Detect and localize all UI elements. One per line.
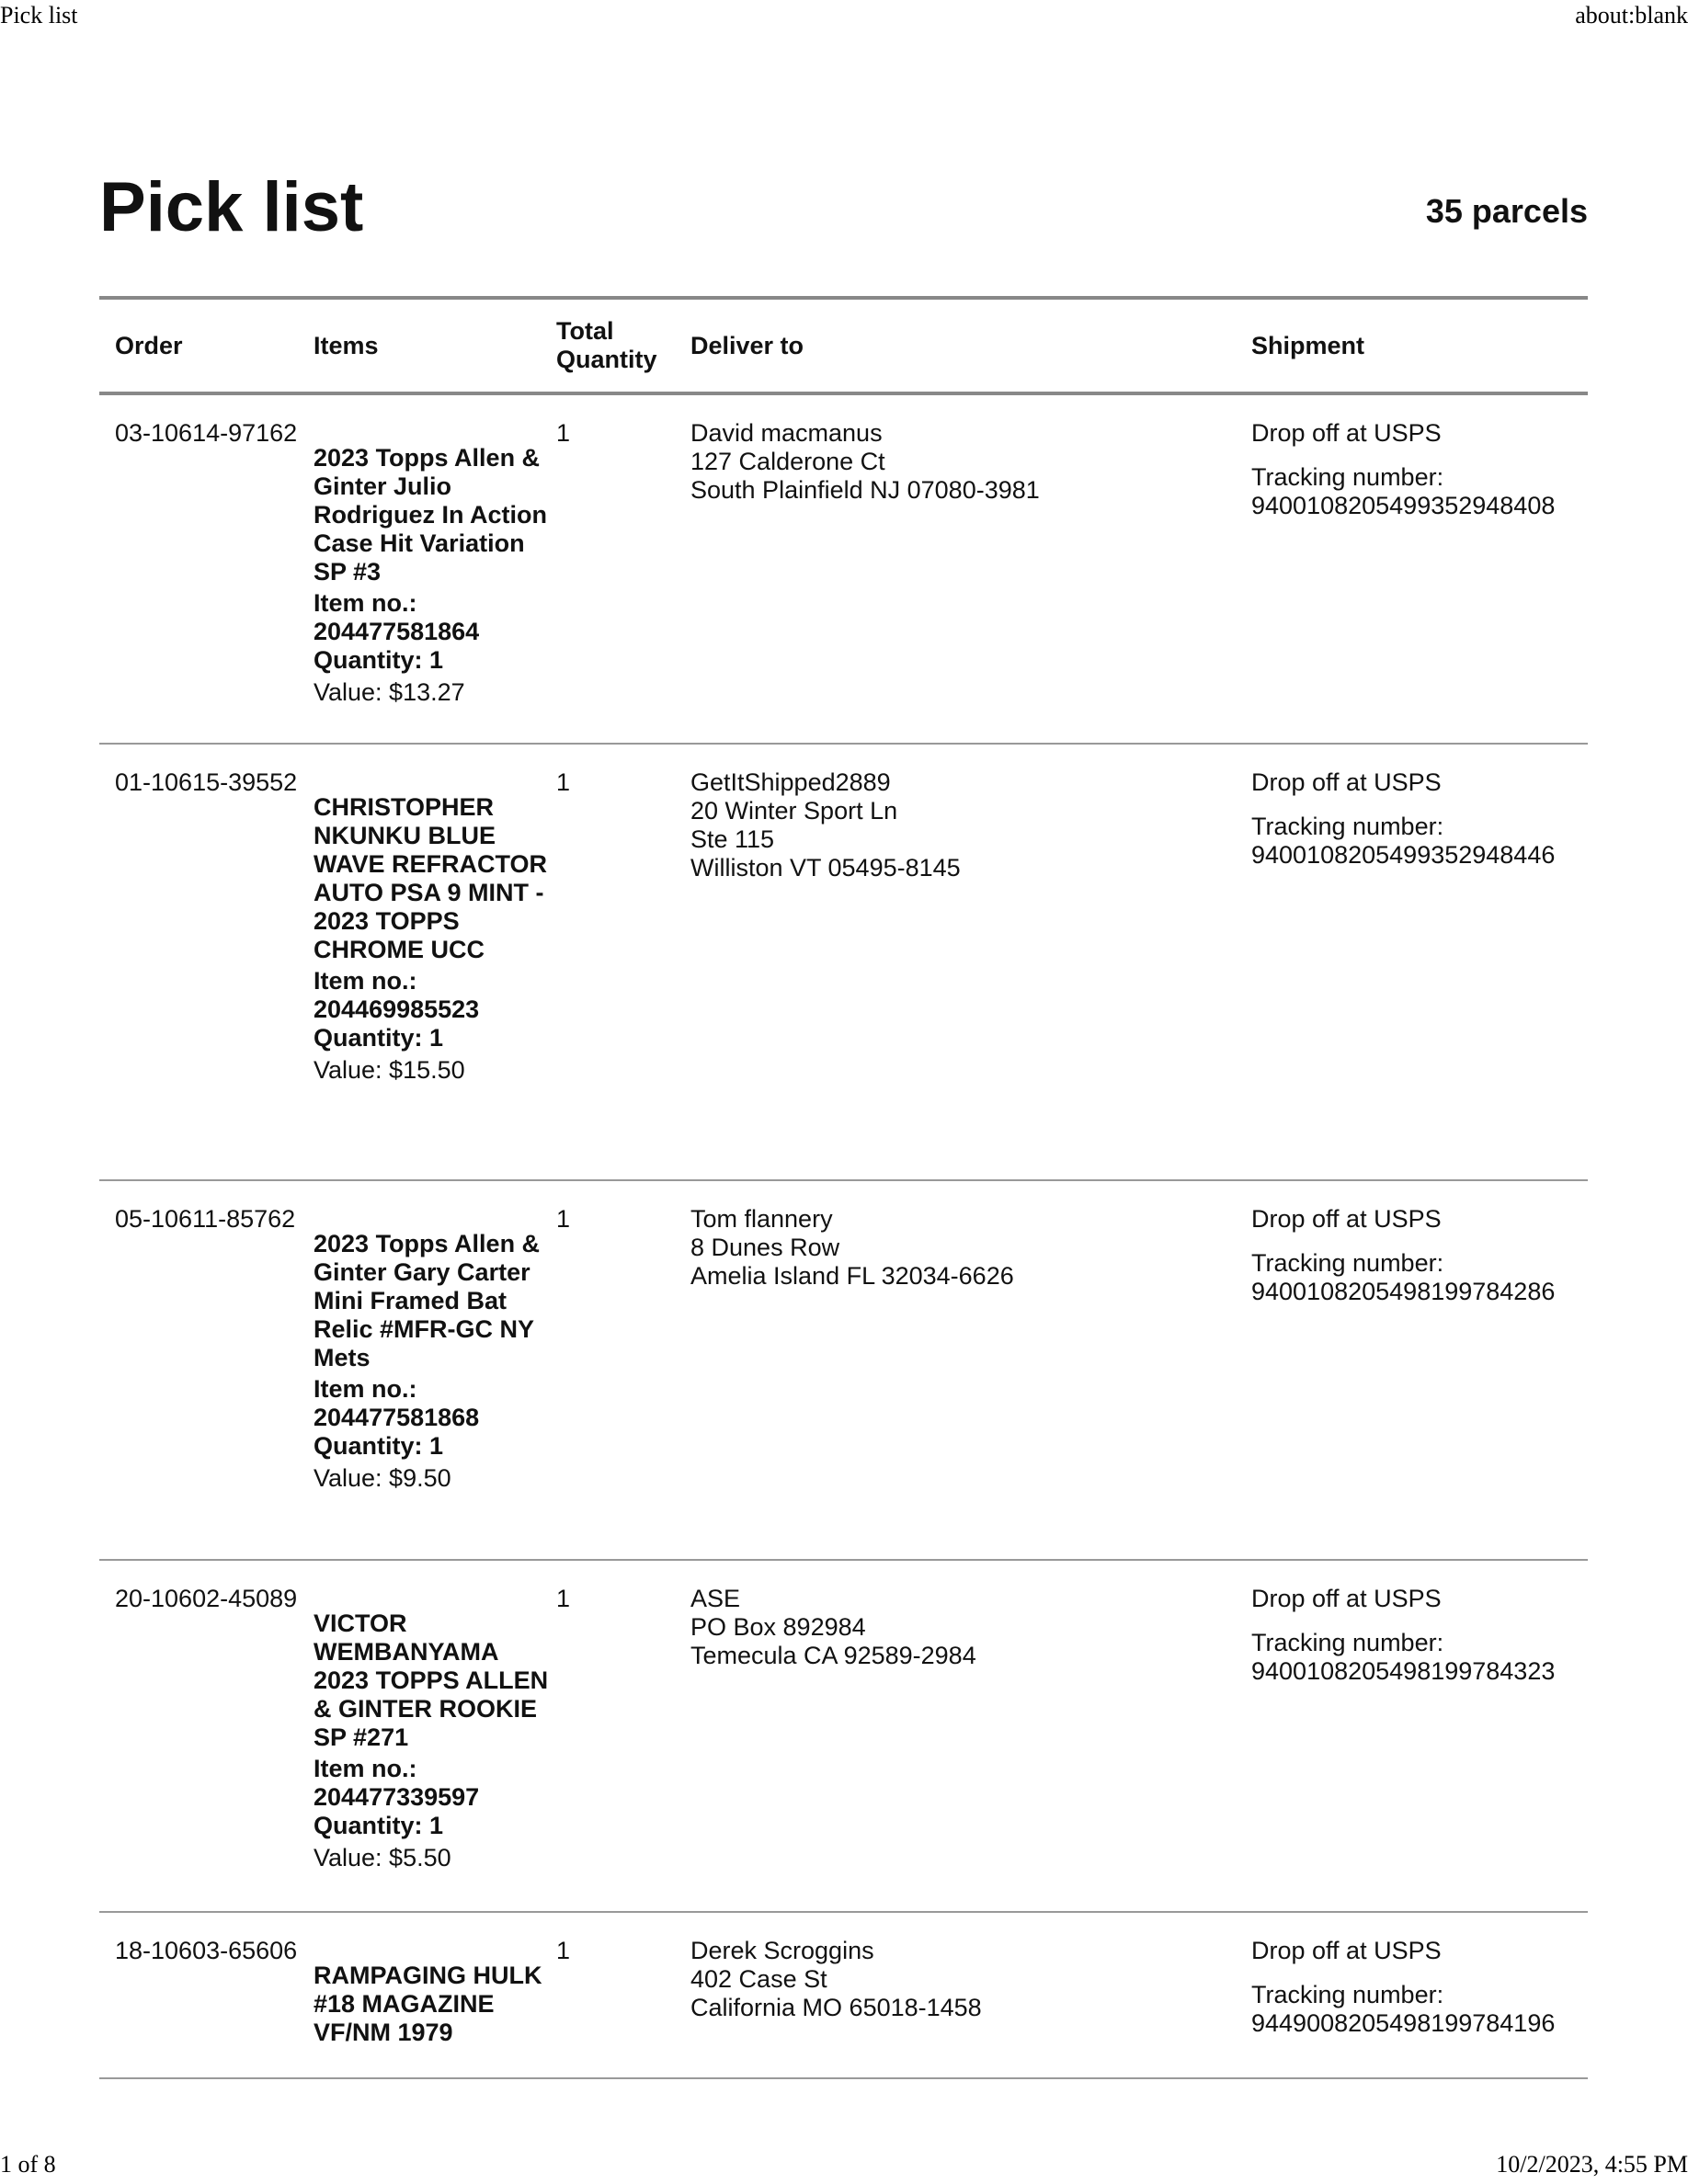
shipment: [1251, 1585, 1588, 1686]
shipment: [1251, 1205, 1588, 1306]
tracking-number: 9400108205498199784323: [1251, 1657, 1556, 1685]
column-header-shipment: Shipment: [1251, 331, 1365, 359]
table-row: [99, 1561, 1588, 1913]
table-header: [99, 300, 1588, 395]
item-quantity: Quantity: 1: [314, 646, 444, 674]
shipping-method: Drop off at USPS: [1251, 419, 1442, 447]
print-header-title: Pick list: [0, 2, 78, 28]
tracking-number: 9449008205498199784196: [1251, 2009, 1556, 2037]
order-number: 05-10611-85762: [115, 1205, 296, 1233]
column-header-order: Order: [115, 331, 183, 359]
address-line: Temecula CA 92589-2984: [690, 1642, 976, 1669]
shipping-method: Drop off at USPS: [1251, 768, 1442, 796]
order-number: 18-10603-65606: [115, 1937, 298, 1964]
tracking-label: Tracking number:: [1251, 813, 1444, 840]
table-row: [99, 1913, 1588, 2079]
table-row: [99, 395, 1588, 745]
item-number: 204477581868: [314, 1404, 480, 1431]
column-header-total-quantity-line1: Total: [556, 317, 614, 345]
recipient-name: GetItShipped2889: [690, 768, 891, 796]
tracking-number: 9400108205499352948408: [1251, 492, 1556, 519]
item-value: Value: $9.50: [314, 1464, 451, 1492]
address-line: 20 Winter Sport Ln: [690, 797, 898, 825]
total-quantity: 1: [556, 1205, 571, 1233]
order-number: 01-10615-39552: [115, 768, 298, 796]
item-cell: [314, 768, 556, 1085]
item-title: 2023 Topps Allen & Ginter Gary Carter Mini Framed Bat Relic #MFR-GC NY Mets: [314, 1230, 541, 1371]
print-header-url: about:blank: [1575, 2, 1688, 28]
tracking-label: Tracking number:: [1251, 1249, 1444, 1277]
total-quantity: 1: [556, 1585, 571, 1612]
print-footer-page-number: 1 of 8: [0, 2151, 56, 2178]
tracking-label: Tracking number:: [1251, 1981, 1444, 2008]
recipient-name: Tom flannery: [690, 1205, 833, 1233]
item-number-label: Item no.:: [314, 967, 417, 995]
shipping-method: Drop off at USPS: [1251, 1585, 1442, 1612]
item-value: Value: $13.27: [314, 678, 465, 706]
item-title: RAMPAGING HULK #18 MAGAZINE VF/NM 1979: [314, 1962, 542, 2046]
total-quantity: 1: [556, 768, 571, 796]
shipment: [1251, 419, 1588, 520]
address-line: PO Box 892984: [690, 1613, 866, 1641]
address-line: South Plainfield NJ 07080-3981: [690, 476, 1040, 504]
address-line: Amelia Island FL 32034-6626: [690, 1262, 1014, 1290]
shipment: [1251, 768, 1588, 870]
parcel-count: 35 parcels: [1425, 192, 1588, 230]
table-row: [99, 745, 1588, 1181]
table-row: [99, 1181, 1588, 1561]
tracking-number: 9400108205498199784286: [1251, 1278, 1556, 1305]
order-number: 20-10602-45089: [115, 1585, 298, 1612]
address-line: 127 Calderone Ct: [690, 448, 885, 475]
item-number-label: Item no.:: [314, 589, 417, 617]
page-title: Pick list: [99, 168, 364, 246]
address-line: 402 Case St: [690, 1965, 827, 1993]
item-cell: [314, 1205, 556, 1493]
column-header-items: Items: [314, 331, 379, 359]
item-cell: [314, 419, 556, 707]
shipping-method: Drop off at USPS: [1251, 1205, 1442, 1233]
tracking-number: 9400108205499352948446: [1251, 841, 1556, 869]
total-quantity: 1: [556, 1937, 571, 1964]
print-footer-timestamp: 10/2/2023, 4:55 PM: [1496, 2151, 1688, 2178]
column-header-total-quantity: [556, 317, 690, 374]
item-quantity: Quantity: 1: [314, 1432, 444, 1460]
pick-list-table: [99, 296, 1588, 2079]
column-header-total-quantity-line2: Quantity: [556, 346, 657, 373]
item-title: VICTOR WEMBANYAMA 2023 TOPPS ALLEN & GINTER ROOKIE SP #271: [314, 1610, 549, 1751]
deliver-to: [690, 768, 1251, 882]
item-cell: [314, 1937, 556, 2047]
item-cell: [314, 1585, 556, 1872]
column-header-deliver-to: Deliver to: [690, 331, 804, 359]
item-value: Value: $5.50: [314, 1844, 451, 1871]
address-line: Ste 115: [690, 825, 775, 853]
item-number-label: Item no.:: [314, 1375, 417, 1403]
recipient-name: ASE: [690, 1585, 741, 1612]
deliver-to: [690, 1937, 1251, 2022]
address-line: 8 Dunes Row: [690, 1234, 840, 1261]
item-number: 204477581864: [314, 618, 480, 645]
total-quantity: 1: [556, 419, 571, 447]
deliver-to: [690, 1585, 1251, 1670]
shipping-method: Drop off at USPS: [1251, 1937, 1442, 1964]
deliver-to: [690, 1205, 1251, 1291]
item-title: CHRISTOPHER NKUNKU BLUE WAVE REFRACTOR AUTO PSA 9 MINT - 2023 TOPPS CHROME UCC: [314, 793, 548, 963]
tracking-label: Tracking number:: [1251, 463, 1444, 491]
tracking-label: Tracking number:: [1251, 1629, 1444, 1656]
item-title: 2023 Topps Allen & Ginter Julio Rodriguez In Action Case Hit Variation SP #3: [314, 444, 547, 586]
recipient-name: Derek Scroggins: [690, 1937, 874, 1964]
order-number: 03-10614-97162: [115, 419, 298, 447]
item-quantity: Quantity: 1: [314, 1024, 444, 1052]
shipment: [1251, 1937, 1588, 2038]
item-number: 204469985523: [314, 995, 480, 1023]
item-quantity: Quantity: 1: [314, 1812, 444, 1839]
address-line: California MO 65018-1458: [690, 1994, 982, 2021]
recipient-name: David macmanus: [690, 419, 883, 447]
item-number: 204477339597: [314, 1783, 480, 1811]
item-value: Value: $15.50: [314, 1056, 465, 1084]
address-line: Williston VT 05495-8145: [690, 854, 961, 882]
item-number-label: Item no.:: [314, 1755, 417, 1782]
deliver-to: [690, 419, 1251, 505]
